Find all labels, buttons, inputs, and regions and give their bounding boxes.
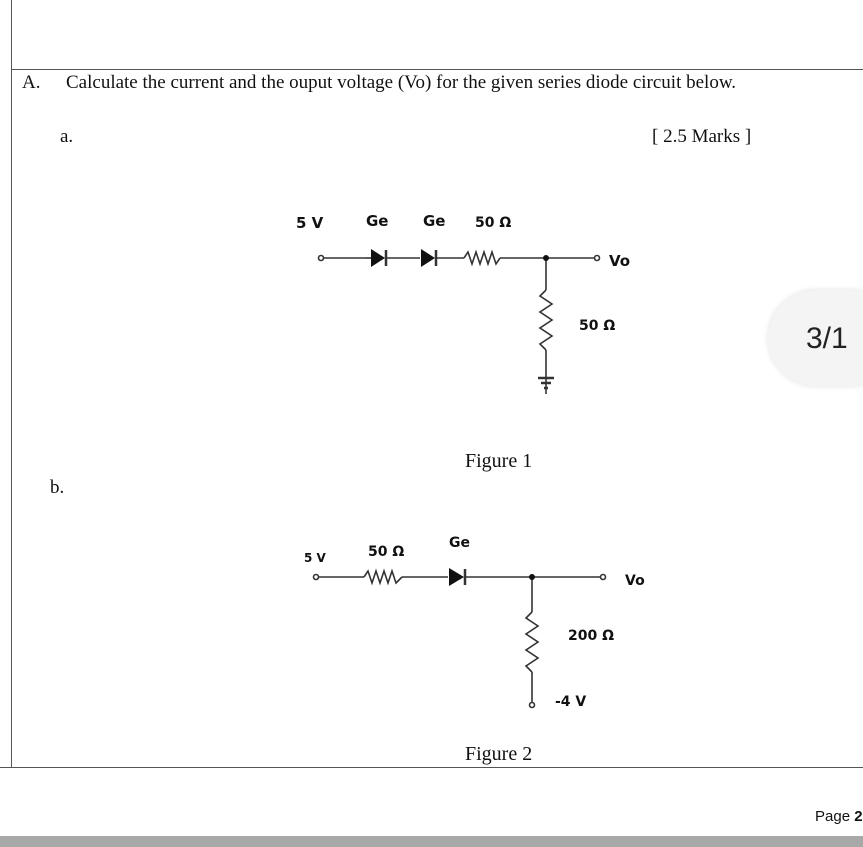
fig1-series-resistor-label: 50 Ω: [475, 215, 512, 231]
fig2-output-label: Vo: [625, 573, 645, 589]
footer-page-label: [815, 808, 863, 825]
fig2-bottom-terminal: [530, 703, 535, 708]
section-label: A.: [22, 72, 41, 93]
fig2-source-label: 5 V: [304, 551, 326, 565]
footer-page-number: 2: [854, 808, 863, 825]
fig1-shunt-resistor-label: 50 Ω: [579, 318, 616, 334]
fig1-source-label: 5 V: [296, 214, 324, 232]
figure-2-caption: Figure 2: [465, 743, 533, 765]
fig2-junction: [529, 574, 535, 580]
fig1-output-label: Vo: [609, 252, 631, 270]
part-b-label: b.: [50, 477, 65, 498]
fig2-output-terminal: [601, 575, 606, 580]
fig2-shunt-resistor-label: 200 Ω: [568, 628, 614, 644]
fig1-diode-1-label: Ge: [366, 212, 389, 230]
page-indicator-text: 3/1: [806, 322, 848, 355]
question-text: Calculate the current and the ouput voltage (Vo) for the given series diode circuit below.: [66, 72, 737, 93]
figure-1-caption: Figure 1: [465, 450, 533, 472]
fig2-diode-label: Ge: [449, 535, 470, 551]
footer-bar: [0, 836, 863, 847]
fig2-series-resistor-label: 50 Ω: [368, 544, 405, 560]
fig1-diode-2-label: Ge: [423, 212, 446, 230]
fig2-diode: [449, 568, 464, 586]
footer-page-prefix: Page: [815, 808, 855, 825]
fig2-bottom-source-label: -4 V: [555, 694, 587, 710]
fig2-input-terminal: [314, 575, 319, 580]
marks-label: [ 2.5 Marks ]: [652, 126, 752, 147]
part-a-label: a.: [60, 126, 74, 147]
